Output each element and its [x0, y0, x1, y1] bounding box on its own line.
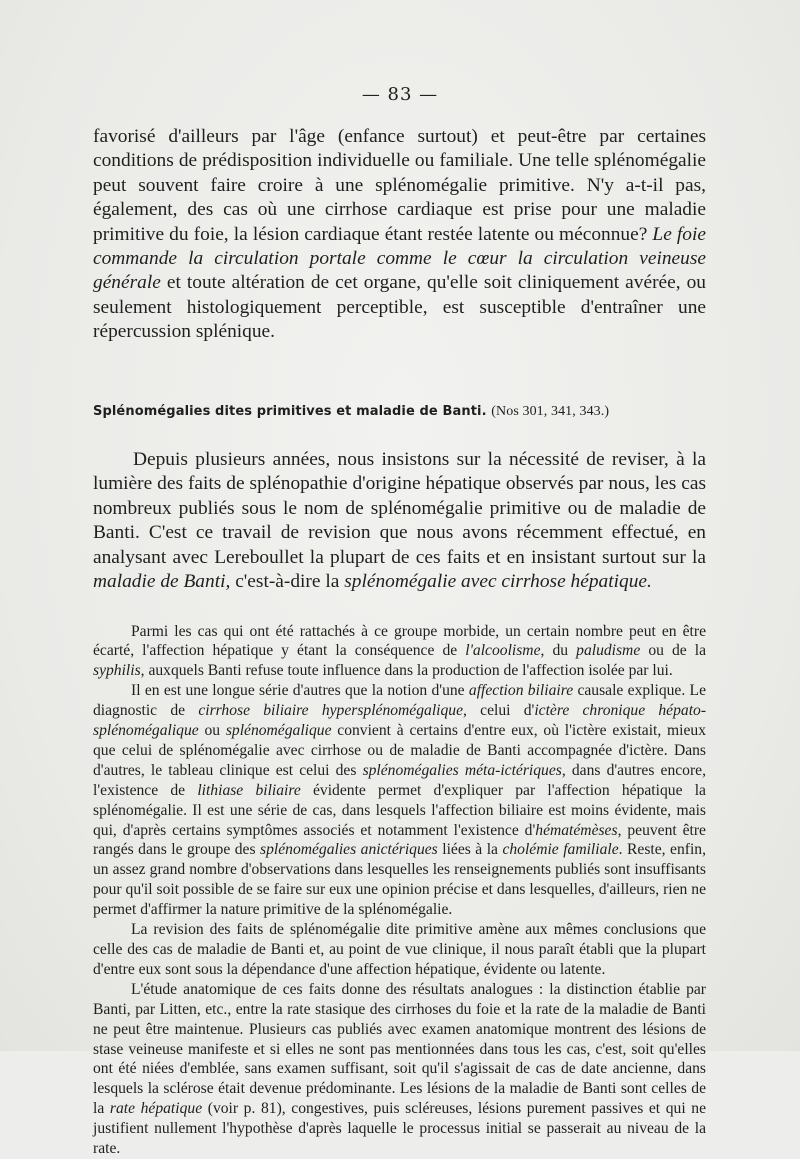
para2-text-m: évidente permet d'expliquer par l'affection hépatique la splénomégalie. Il est une série de cas, dans lesquels l'affection biliaire est moins évidente, mais qui, d'après certains symptômes associés et notamment l'existence d' — [93, 781, 706, 839]
para4-text-a: L'étude anatomique de ces faits donne des résultats analogues : la distinction établie par Banti, par Litten, etc., entre la rate stasique des cirrhoses du foie et la rate de la maladie de Banti ne peut être maintenue. Plusieurs cas publiés avec examen anatomique montrent des lésions de stase veineuse manifeste et si elles ne sont pas mentionnées dans tous les cas, c'est, soit qu'elles ont été niées d'emblée, sans examen suffisant, soit qu'il s'agissait de cas de date ancienne, dans lesquels la sclérose était devenue prédominante. Les lésions de la maladie de Banti sont celles de la — [93, 980, 706, 1118]
para1-text-e: ou de la — [648, 642, 707, 660]
para1-italic-f: syphilis — [93, 662, 141, 680]
para2-italic-p: splénomégalies anictériques — [260, 841, 438, 859]
paragraph-4 — [93, 980, 706, 1159]
section-intro-text: Depuis plusieurs années, nous insistons sur la nécessité de reviser, à la lumière des faits de splénopathie d'origine hépatique observés par nous, les cas nombreux publiés sous le nom de splénomégalie primitive ou de maladie de Banti. C'est ce travail de revision que nous avons récemment effectué, en analysant avec Lereboullet la plupart de ces faits et en insistant surtout sur la — [93, 449, 706, 568]
para2-italic-j: splénomégalies méta-ictériques — [362, 761, 562, 779]
para2-text-o: , peuvent être rangés dans le groupe des — [93, 821, 706, 859]
para2-text-k: , dans d'autres encore, l'existence de — [93, 761, 706, 799]
para2-text-e: , celui d' — [463, 702, 535, 720]
small-text-block — [93, 622, 706, 1159]
para3-text: La revision des faits de splénomégalie dite primitive amène aux mêmes conclusions que celle des cas de maladie de Banti et, au point de vue clinique, il nous paraît établi que la plupart d'entre eux sont sous la dépendance d'une affection hépatique, évidente ou latente. — [93, 921, 706, 978]
intro-text-end: et toute altération de cet organe, qu'elle soit cliniquement avérée, ou seulement histologiquement perceptible, est susceptible d'entraîner une répercussion splénique. — [93, 272, 706, 343]
para2-italic-r: cholémie familiale — [502, 841, 619, 859]
para2-text-c: causale explique. Le diagnostic de — [93, 682, 706, 720]
para2-text-q: liées à la — [442, 841, 498, 859]
section-intro-italic-2: splénomégalie avec cirrhose hépatique. — [344, 571, 652, 593]
intro-italic-phrase: Le foie commande la circulation portale comme le cœur la circulation veineuse générale — [93, 223, 706, 294]
para4-italic-b: rate hépatique — [109, 1100, 203, 1118]
section-title: Splénomégalies dites primitives et maladie de Banti. — [93, 403, 487, 419]
para2-italic-f: ictère chronique hépato-splénomégalique — [93, 702, 707, 740]
section-heading — [93, 400, 706, 424]
para1-text-a: Parmi les cas qui ont été rattachés à ce groupe morbide, un certain nombre peut en être écarté, l'affection hépatique y étant la conséquence de — [93, 622, 706, 660]
intro-paragraph — [93, 125, 706, 345]
section-intro-text-2: c'est-à-dire la — [235, 571, 340, 593]
section-intro-paragraph — [93, 448, 706, 594]
para2-text-s: . Reste, enfin, un assez grand nombre d'observations dans lesquelles les renseignements publiés sont insuffisants pour qu'il soit possible de se faire sur eux une opinion précise et dans lesquelles, d'ailleurs, rien ne permet d'affirmer la nature primitive de la splénomégalie. — [93, 841, 706, 919]
para2-text-g: ou — [204, 722, 221, 740]
paragraph-2 — [93, 681, 706, 920]
section-intro-italic-1: maladie de Banti, — [93, 571, 231, 593]
para1-italic-b: l'alcoolisme — [465, 642, 541, 660]
intro-text: favorisé d'ailleurs par l'âge (enfance surtout) et peut-être par certaines conditions de prédisposition individuelle ou familiale. Une telle splénomégalie peut souvent faire croire à une splénomégalie primitive. N'y a-t-il pas, également, des cas où une cirrhose cardiaque est prise pour une maladie primitive du foie, la lésion cardiaque étant restée latente ou méconnue? — [93, 126, 706, 245]
para1-text-c: , du — [540, 642, 569, 660]
paragraph-3 — [93, 920, 706, 980]
para4-text-c: (voir p. 81), congestives, puis scléreuses, lésions purement passives et qui ne justifient nullement l'hypothèse d'après laquelle le processus initial se passerait au niveau de la rate. — [93, 1100, 707, 1158]
section-references: (Nos 301, 341, 343.) — [491, 403, 610, 419]
para2-italic-l: lithiase biliaire — [197, 781, 301, 799]
main-text-block — [93, 125, 706, 595]
page-number: — 83 — — [361, 84, 439, 105]
paragraph-1 — [93, 622, 706, 682]
para2-italic-b: affection biliaire — [468, 682, 574, 700]
para2-italic-d: cirrhose biliaire hypersplénomégalique — [198, 702, 464, 720]
para2-italic-h: splénomégalique — [225, 722, 332, 740]
para2-text-i: convient à certains d'entre eux, où l'ictère existait, mieux que celui de splénomégalie avec cirrhose ou de maladie de Banti accompagnée d'ictère. Dans d'autres, le tableau clinique est celui des — [93, 722, 707, 779]
para2-text-a: Il en est une longue série d'autres que la notion d'une — [131, 682, 465, 700]
para1-text-g: , auxquels Banti refuse toute influence dans la production de l'affection isolée par lui. — [140, 662, 673, 680]
para1-italic-d: paludisme — [576, 642, 641, 660]
para2-italic-n: hématémèses — [535, 821, 618, 839]
